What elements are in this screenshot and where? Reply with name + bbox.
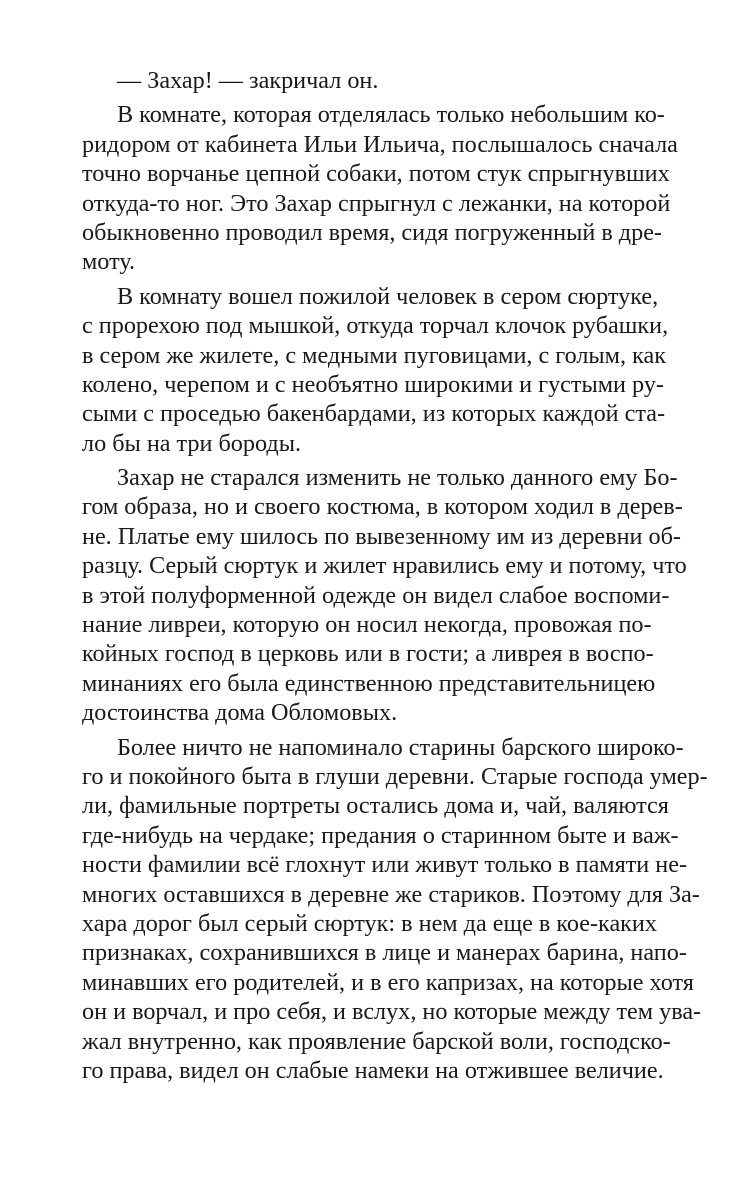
text-line: ридором от кабинета Ильи Ильича, послышалось сначала [82,130,678,158]
paragraph [82,100,678,276]
text-line: он и ворчал, и про себя, и вслух, но которые между тем ува- [82,998,702,1026]
text-line: нание ливреи, которую он носил некогда, провожая по- [82,611,652,639]
text-line: многих оставшихся в деревне же стариков. Поэтому для За- [82,880,700,908]
text-line: колено, черепом и с необъятно широкими и густыми ру- [82,370,664,398]
text-line: минавших его родителей, и в его капризах, на которые хотя [82,968,694,996]
text-line: где-нибудь на чердаке; предания о старинном быте и важ- [82,821,679,849]
text-line: гом образа, но и своего костюма, в котором ходил в дерев- [82,493,683,521]
text-line: ло бы на три бороды. [82,429,301,457]
text-line: го права, видел он слабые намеки на отжившее величие. [82,1056,664,1084]
text-line: — Захар! — закричал он. [117,67,379,94]
paragraph [82,733,708,1086]
text-line: В комнату вошел пожилой человек в сером сюртуке, [117,282,659,310]
text-line: в сером же жилете, с медными пуговицами, с голым, как [82,341,666,369]
text-line: откуда-то ног. Это Захар спрыгнул с лежанки, на которой [82,189,671,217]
text-line: Более ничто не напоминало старины барского широко- [117,733,684,761]
book-page [82,66,708,1090]
text-line: моту. [82,248,136,276]
text-line: В комнате, которая отделялась только небольшим ко- [117,101,665,129]
text-line: минаниях его была единственною представительницею [82,669,656,697]
text-line: Захар не старался изменить не только данного ему Бо- [117,464,678,492]
text-line: сыми с проседью бакенбардами, из которых каждой ста- [82,400,666,428]
text-line: не. Платье ему шилось по вывезенному им из деревни об- [82,522,681,550]
text-line: ности фамилии всё глохнут или живут только в памяти не- [82,851,688,879]
paragraph [82,282,669,458]
text-line: койных господ в церковь или в гости; а ливрея в воспо- [82,640,654,668]
text-line: признаках, сохранившихся в лице и манерах барина, напо- [82,939,687,967]
paragraph [82,66,648,95]
text-line: хара дорог был серый сюртук: в нем да еще в кое-каких [82,909,657,937]
text-line: жал внутренно, как проявление барской воли, господско- [82,1027,671,1055]
text-line: в этой полуформенной одежде он видел слабое воспоми- [82,581,670,609]
text-line: точно ворчанье цепной собаки, потом стук спрыгнувших [82,160,670,188]
paragraph [82,463,687,728]
text-line: ли, фамильные портреты остались дома и, чай, валяются [82,792,669,820]
text-line: разцу. Серый сюртук и жилет нравились ему и потому, что [82,552,687,580]
text-line: го и покойного быта в глуши деревни. Старые господа умер- [82,762,708,790]
text-line: обыкновенно проводил время, сидя погруженный в дре- [82,218,662,246]
text-line: с прорехою под мышкой, откуда торчал клочок рубашки, [82,312,669,340]
text-line: достоинства дома Обломовых. [82,699,398,727]
